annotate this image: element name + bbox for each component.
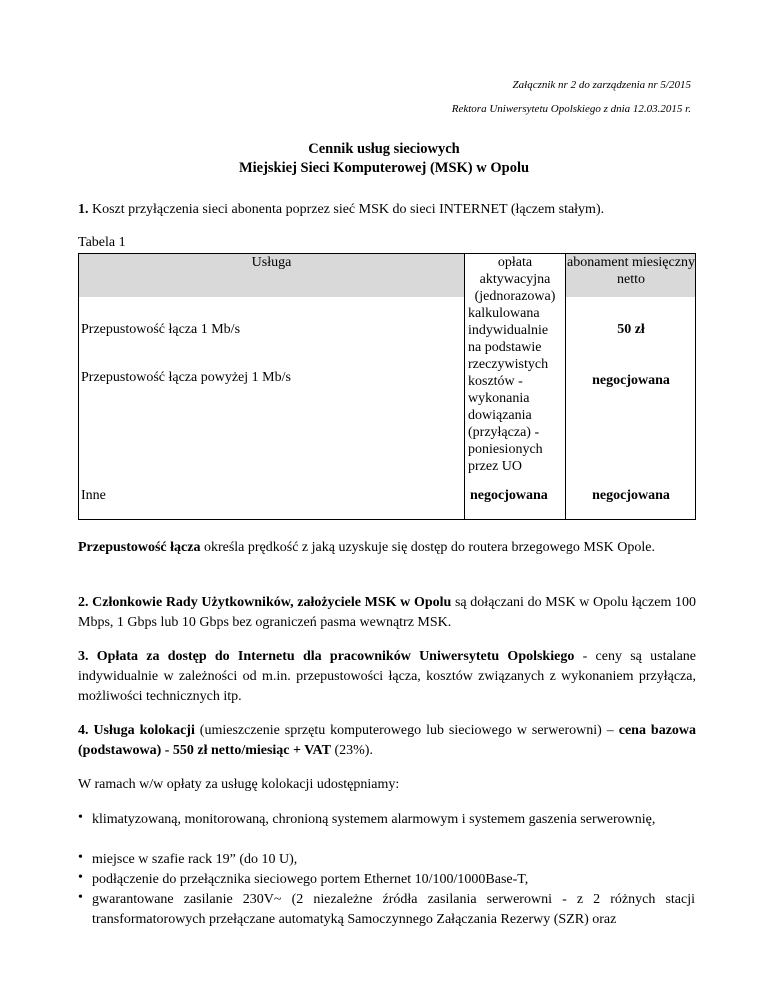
header-monthly: abonament miesięczny netto xyxy=(567,255,695,287)
row-1-service: Przepustowość łącza 1 Mb/s xyxy=(81,322,241,337)
bullet-3: podłączenie do przełącznika sieciowego portem Ethernet 10/100/1000Base-T, xyxy=(92,872,529,887)
row-3-activation: negocjowana xyxy=(470,488,548,503)
row-1-monthly: 50 zł xyxy=(617,322,645,337)
document-title: Cennik usług sieciowych xyxy=(308,141,460,157)
price-table xyxy=(78,253,696,520)
row-2-service: Przepustowość łącza powyżej 1 Mb/s xyxy=(81,370,291,385)
section-2 xyxy=(78,593,696,633)
bullet-4-marker: • xyxy=(78,890,83,905)
activation-fee-description: kalkulowana indywidualnie na podstawie rzeczywistych kosztów - wykonania dowiązania (przyłącza) - poniesionych przez UO xyxy=(468,306,549,474)
section-1-number: 1. xyxy=(78,202,89,217)
section-4-text: (umieszczenie sprzętu komputerowego lub sieciowego w serwerowni) – xyxy=(194,723,614,738)
section-1 xyxy=(78,200,718,220)
colocation-intro: W ramach w/w opłaty za usługę kolokacji udostępniamy: xyxy=(78,777,400,792)
section-3 xyxy=(78,647,696,707)
section-2-text: są dołączani do MSK w Opolu łączem 100 Mbps, 1 Gbps lub 10 Gbps bez ograniczeń pasma wewnątrz MSK. xyxy=(78,595,696,630)
section-3-text: - ceny są ustalane indywidualnie w zależności od m.in. przepustowości łącza, kosztów związanych z wykonaniem przyłącza, możliwości technicznych itp. xyxy=(78,649,696,704)
bullet-4: gwarantowane zasilanie 230V~ (2 niezależne źródła zasilania serwerowni - z 2 różnych stacji transformatorowych przełączane automatyką Samoczynnego Załączania Rezerwy (SZR) oraz xyxy=(92,892,695,927)
row-2-monthly: negocjowana xyxy=(592,373,670,388)
section-2-heading: 2. Członkowie Rady Użytkowników, założyciele MSK w Opolu xyxy=(78,595,452,610)
document-subtitle: Miejskiej Sieci Komputerowej (MSK) w Opolu xyxy=(238,160,530,176)
table-caption: Tabela 1 xyxy=(78,235,126,250)
row-3-monthly: negocjowana xyxy=(592,488,670,503)
bullet-2-marker: • xyxy=(78,850,83,865)
bandwidth-definition: określa prędkość z jaką uzyskuje się dostęp do routera brzegowego MSK Opole. xyxy=(200,540,655,555)
rector-note: Rektora Uniwersytetu Opolskiego z dnia 12.03.2015 r. xyxy=(451,103,691,115)
header-activation: opłata aktywacyjna (jednorazowa) xyxy=(474,255,556,304)
section-1-text: Koszt przyłączenia sieci abonenta poprzez sieć MSK do sieci INTERNET (łączem stałym). xyxy=(88,202,605,217)
section-3-heading: 3. Opłata za dostęp do Internetu dla pracowników Uniwersytetu Opolskiego xyxy=(78,649,575,664)
bullet-3-marker: • xyxy=(78,870,83,885)
column-divider-2 xyxy=(565,254,566,519)
section-4 xyxy=(78,721,696,761)
bullet-1: klimatyzowaną, monitorowaną, chronioną systemem alarmowym i systemem gaszenia serwerownię, xyxy=(92,812,656,827)
attachment-note: Załącznik nr 2 do zarządzenia nr 5/2015 xyxy=(512,79,691,91)
section-4-price: cena bazowa (podstawowa) - 550 zł netto/miesiąc + VAT xyxy=(78,723,697,758)
section-4-vat: (23%). xyxy=(330,743,373,758)
bullet-2: miejsce w szafie rack 19” (do 10 U), xyxy=(92,852,298,867)
bullet-1-marker: • xyxy=(78,810,83,825)
bandwidth-note xyxy=(78,538,696,558)
row-3-service: Inne xyxy=(81,488,106,503)
header-service: Usługa xyxy=(251,255,292,270)
section-4-heading: 4. Usługa kolokacji xyxy=(78,723,195,738)
bandwidth-term: Przepustowość łącza xyxy=(78,540,201,555)
